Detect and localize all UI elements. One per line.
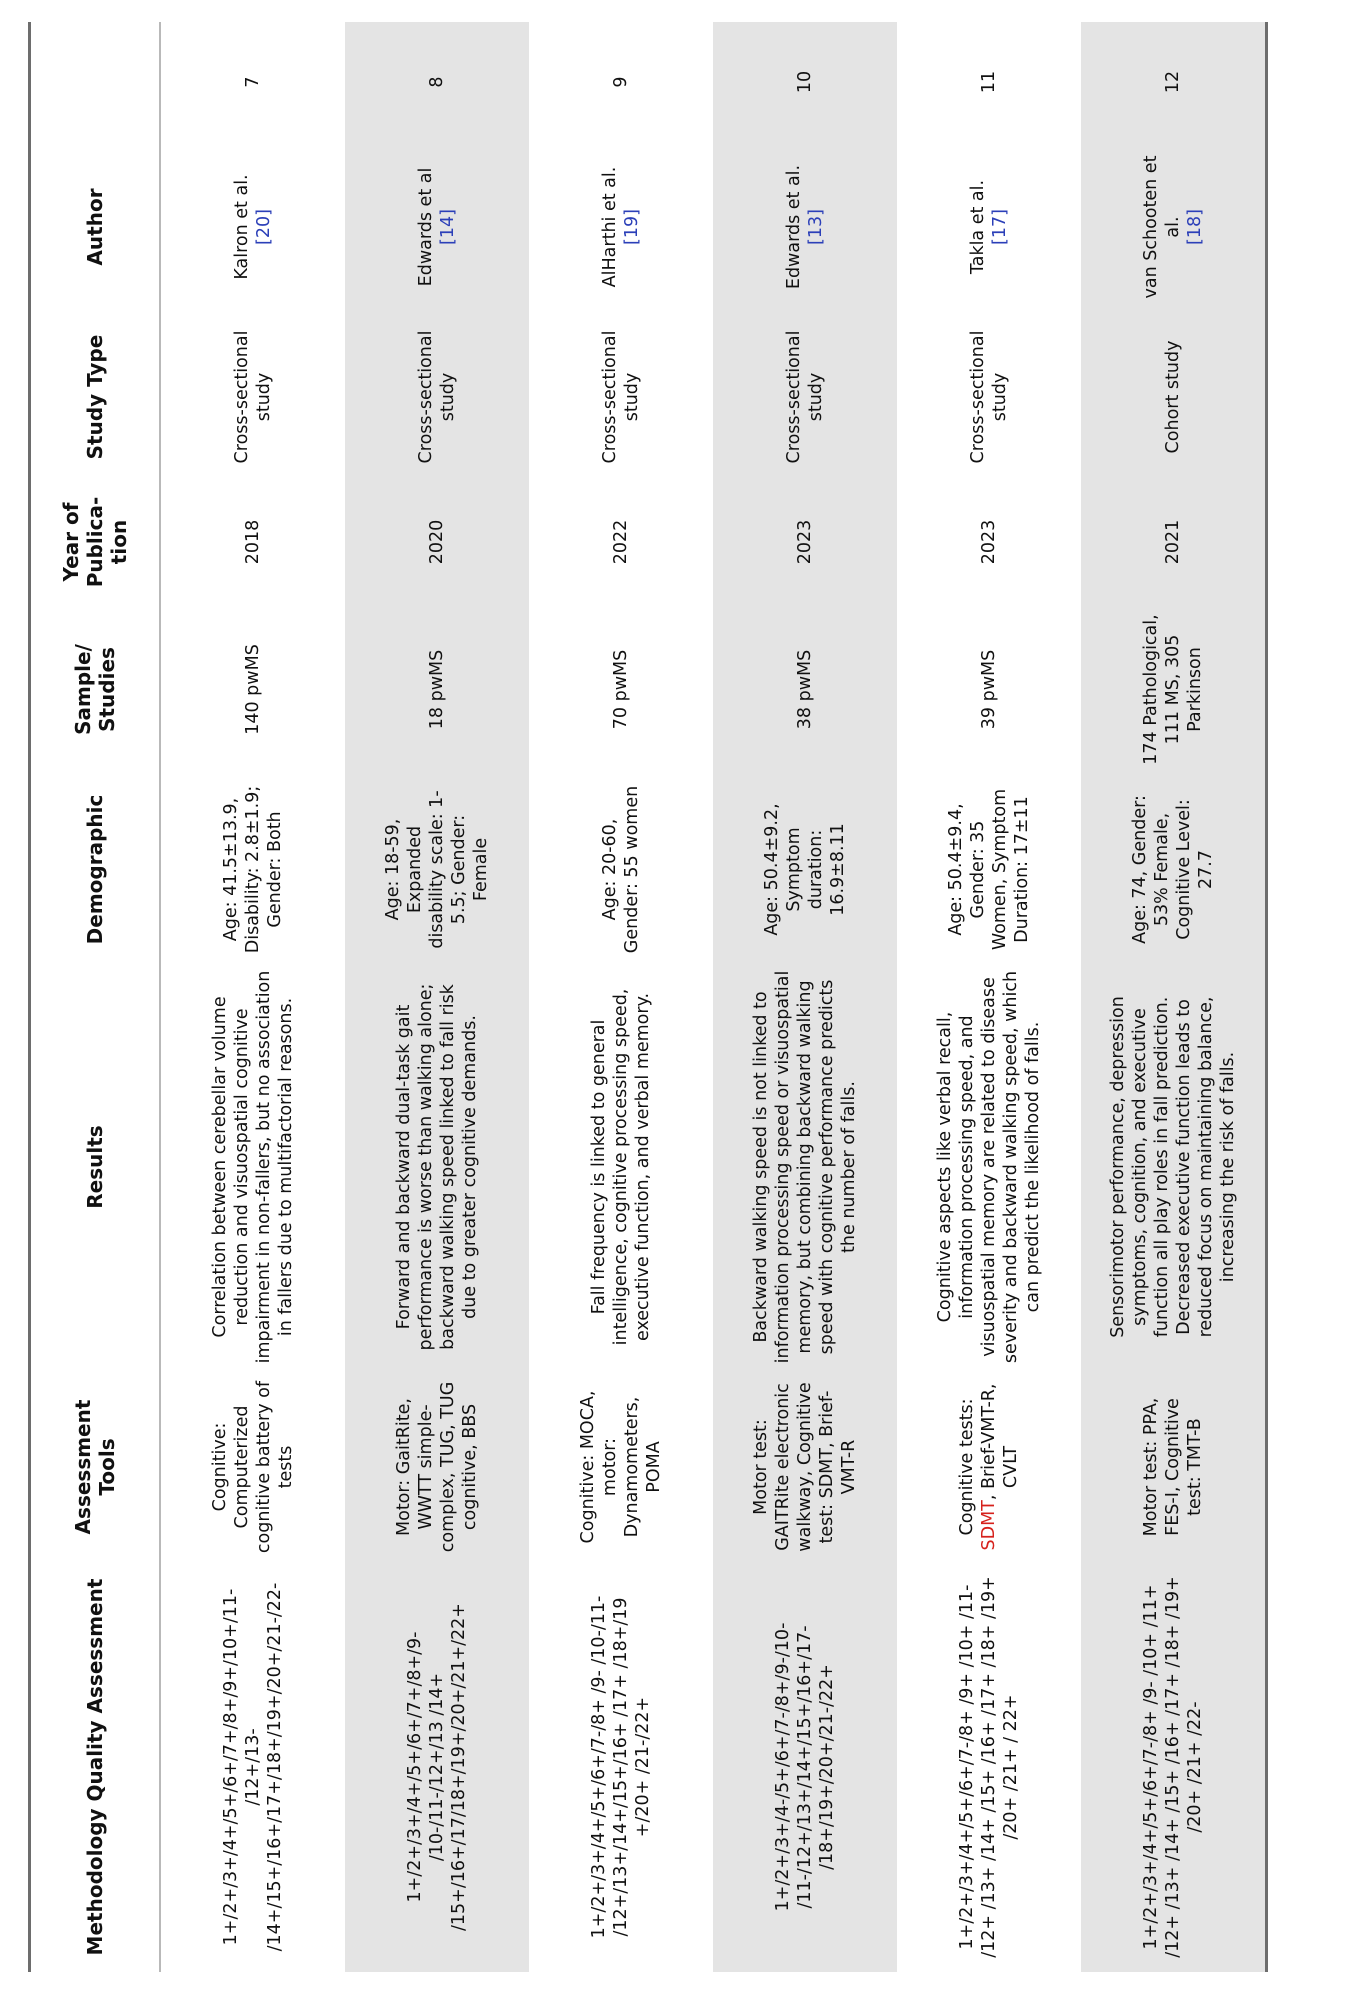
demographic-cell: Age: 41.5±13.9, Disability: 2.8±1.9; Gender: Both — [221, 785, 285, 954]
author-cell — [599, 142, 643, 312]
rotated-table-frame — [28, 22, 1328, 1972]
methodology-cell: 1+/2+/3+/4-/5+/6+/7-/8+/9-/10- /11-/12+/13+/14+/15+/16+/17- /18+/19+/20+/21-/22+ — [773, 1622, 837, 1912]
sample-cell: 174 Pathological, 111 MS, 305 Parkinson — [1141, 614, 1205, 765]
tools-cell: Motor test: GAITRite electronic walkway, Cognitive test: SDMT, Brief-VMT-R — [751, 1382, 859, 1552]
sample-cell: 140 pwMS — [243, 644, 263, 735]
header-year: Year of Publica-tion — [59, 496, 131, 588]
year-cell: 2022 — [611, 519, 631, 565]
author-cell — [231, 142, 275, 312]
results-cell: Forward and backward dual-task gait performance is worse than walking alone; backward walking speed linked to fall risk due to greater cognitive demands. — [394, 983, 480, 1351]
results-cell: Correlation between cerebellar volume reduction and visuospatial cognitive impairment in non-fallers, but no association in fallers due to multifactorial reasons. — [210, 970, 296, 1364]
sample-cell: 39 pwMS — [979, 649, 999, 730]
author-cell — [967, 142, 1011, 312]
author-name: Edwards et al — [416, 167, 436, 287]
results-cell: Cognitive aspects like verbal recall, information processing speed, and visuospatial memory are related to disease severity and backward walking speed, which can predict the likelihood of falls. — [935, 970, 1043, 1364]
author-name: Kalron et al. — [232, 174, 252, 280]
results-cell: Fall frequency is linked to general intelligence, cognitive processing speed, executive function, and verbal memory. — [589, 988, 653, 1346]
author-cell — [783, 142, 827, 312]
table-header-row — [31, 22, 159, 1972]
sample-cell: 18 pwMS — [427, 649, 447, 730]
demographic-cell: Age: 74, Gender: 53% Female, Cognitive Level: 27.7 — [1130, 795, 1216, 944]
header-results: Results — [83, 1125, 107, 1209]
author-name: van Schooten et al. — [1141, 155, 1183, 299]
row-number: 8 — [427, 76, 447, 88]
header-demographic: Demographic — [83, 794, 107, 945]
demographic-cell: Age: 50.4±9.2, Symptom duration: 16.9±8.11 — [762, 803, 848, 936]
methodology-cell: 1+/2+/3+/4+/5+/6+/7+/8+/9- /10-/11-/12+/13 /14+ /15+/16+/17/18+/19+/20+/21+/22+ — [405, 1603, 469, 1931]
tools-text-prefix: Cognitive tests: — [957, 1398, 977, 1536]
demographic-cell: Age: 50.4±9.4, Gender: 35 Women, Symptom Duration: 17±11 — [946, 788, 1032, 951]
header-sample: Sample/ Studies — [71, 644, 119, 735]
tools-cell: Motor: GaitRite, WWTT simple-complex, TUG, TUG cognitive, BBS — [394, 1381, 480, 1553]
tools-cell: Cognitive: MOCA, motor: Dynamometers, POMA — [578, 1390, 664, 1544]
tools-cell: Cognitive: Computerized cognitive battery of tests — [210, 1380, 296, 1554]
header-author: Author — [83, 188, 107, 266]
methodology-cell: 1+/2+/3+/4+/5+/6+/7-/8+ /9- /10-/11- /12+/13+/14+/15+/16+ /17+ /18+/19 +/20+ /21-/22+ — [589, 1595, 653, 1939]
results-cell: Backward walking speed is not linked to information processing speed or visuospatial memory, but combining backward walking speed with cognitive performance predicts the number of falls. — [751, 970, 859, 1364]
study-type-cell: Cross-sectional study — [416, 330, 458, 464]
methodology-cell: 1+/2+/3+/4+/5+/6+/7-/8+ /9- /10+ /11+ /12+ /13+ /14+ /15+ /16+ /17+ /18+ /19+ /20+ /21+ /22- — [1141, 1576, 1205, 1958]
methodology-cell: 1+/2+/3+/4+/5+/6+/7+/8+/9+/10+/11- /12+/13- /14+/15+/16+/17+/18+/19+/20+/21-/22- — [221, 1582, 285, 1952]
methodology-cell: 1+/2+/3+/4+/5+/6+/7-/8+ /9+ /10+ /11- /12+ /13+ /14+ /15+ /16+ /17+ /18+ /19+ /20+ /21+ / 22+ — [957, 1576, 1021, 1958]
study-type-cell: Cross-sectional study — [232, 330, 274, 464]
row-number: 10 — [795, 70, 815, 94]
header-assessment-tools: Assessment Tools — [71, 1399, 119, 1535]
sample-cell: 38 pwMS — [795, 649, 815, 730]
author-name: Takla et al. — [968, 179, 988, 275]
study-type-cell: Cross-sectional study — [600, 330, 642, 464]
tools-cell — [956, 1372, 1022, 1562]
tools-text-suffix: , Brief-VMT-R, CVLT — [979, 1383, 1021, 1501]
author-name: Edwards et al. — [784, 164, 804, 290]
row-number: 7 — [243, 76, 263, 88]
tools-highlight: SDMT — [979, 1500, 999, 1551]
demographic-cell: Age: 18-59, Expanded disability scale: 1-5.5; Gender: Female — [383, 790, 491, 949]
year-cell: 2018 — [243, 519, 263, 565]
year-cell: 2021 — [1163, 519, 1183, 565]
tools-cell: Motor test: PPA, FES-I, Cognitive test: TMT-B — [1141, 1397, 1205, 1537]
reference-link[interactable]: [20] — [254, 209, 274, 245]
author-cell — [1140, 142, 1206, 312]
row-number: 9 — [611, 76, 631, 88]
study-type-cell: Cohort study — [1163, 340, 1183, 454]
reference-link[interactable]: [13] — [806, 209, 826, 245]
year-cell: 2023 — [979, 519, 999, 565]
bottom-rule — [1265, 22, 1268, 1972]
study-type-cell: Cross-sectional study — [784, 330, 826, 464]
table-row — [161, 22, 345, 1972]
row-number: 12 — [1163, 70, 1183, 94]
study-type-cell: Cross-sectional study — [968, 330, 1010, 464]
year-cell: 2020 — [427, 519, 447, 565]
sample-cell: 70 pwMS — [611, 649, 631, 730]
header-study-type: Study Type — [83, 334, 107, 460]
reference-link[interactable]: [18] — [1185, 209, 1205, 245]
reference-link[interactable]: [14] — [438, 209, 458, 245]
reference-link[interactable]: [19] — [622, 209, 642, 245]
table-row — [345, 22, 529, 1972]
demographic-cell: Age: 20-60, Gender: 55 women — [600, 785, 642, 954]
author-name: AlHarthi et al. — [600, 166, 620, 288]
reference-link[interactable]: [17] — [990, 209, 1010, 245]
table-row — [897, 22, 1081, 1972]
author-cell — [415, 142, 459, 312]
results-cell: Sensorimotor performance, depression symptoms, cognition, and executive function all play roles in fall prediction. Decreased executive function leads to reduced focus on maintaining balance, increasing the risk of falls. — [1108, 996, 1238, 1338]
table-row — [713, 22, 897, 1972]
table-row — [1081, 22, 1265, 1972]
study-table — [28, 22, 1328, 1972]
table-row — [529, 22, 713, 1972]
header-methodology: Methodology Quality Assessment — [83, 1578, 107, 1956]
row-number: 11 — [979, 70, 999, 94]
year-cell: 2023 — [795, 519, 815, 565]
